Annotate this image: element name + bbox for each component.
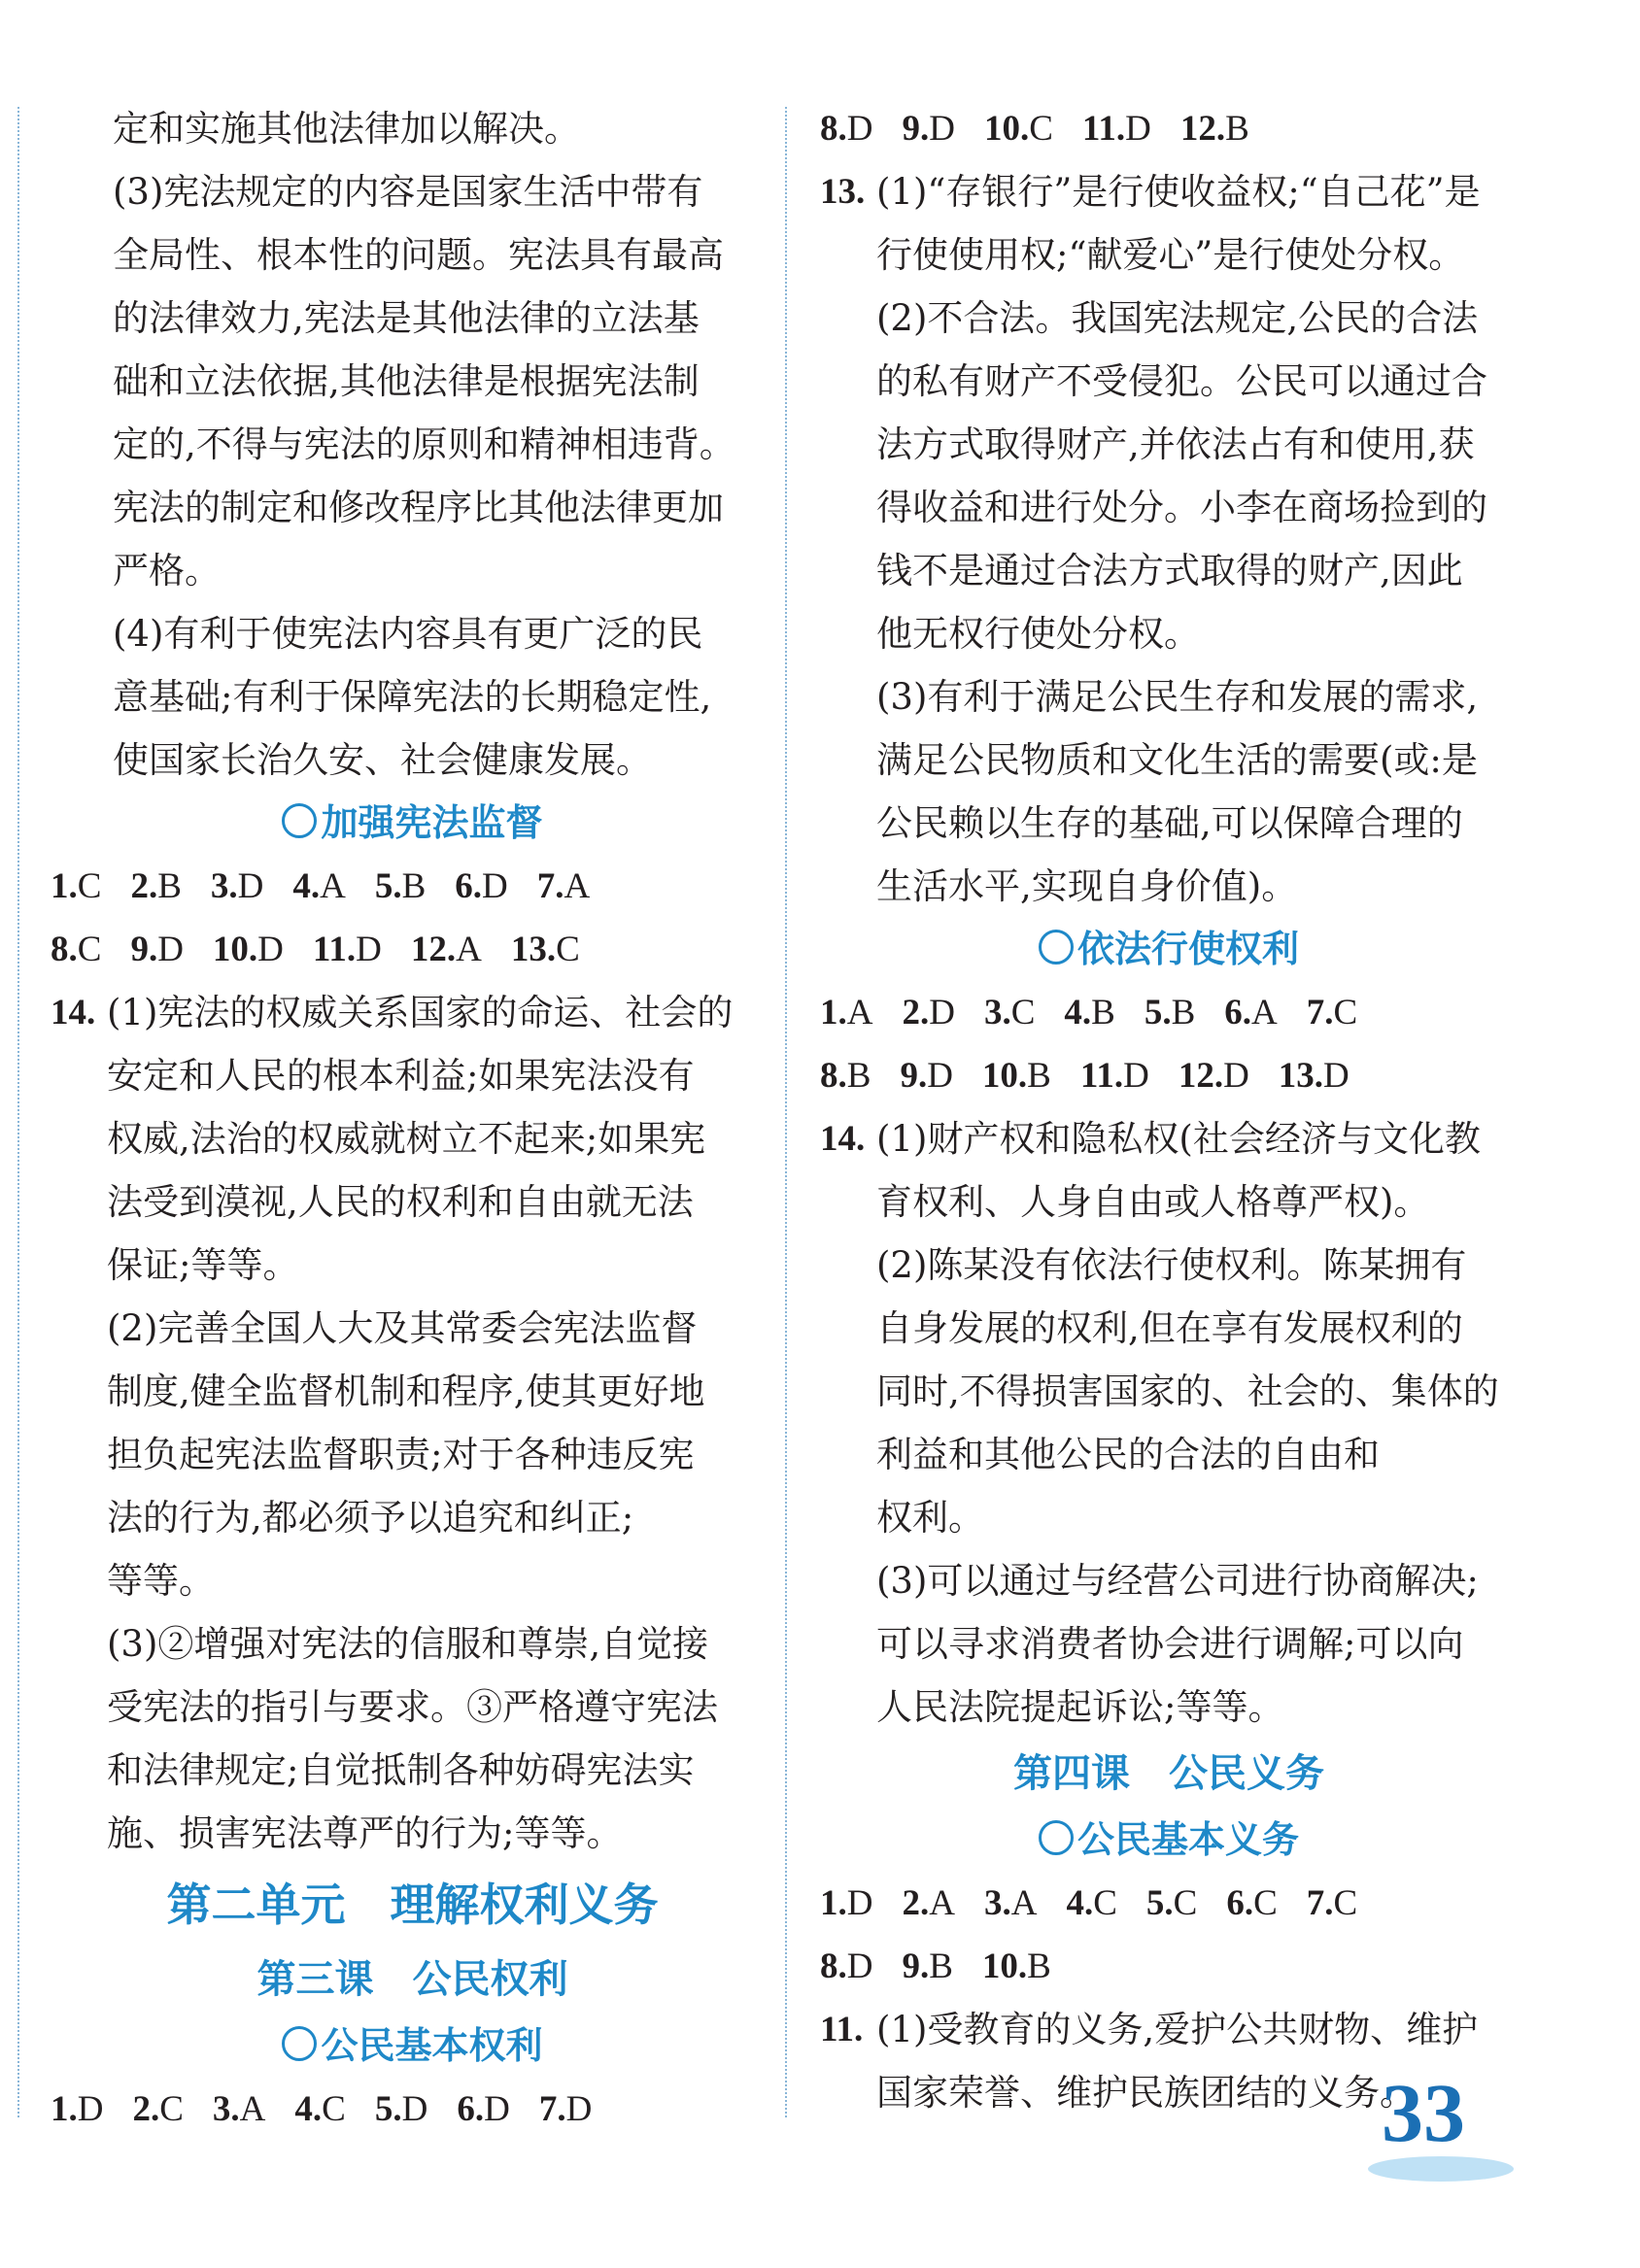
- text-line: 钱不是通过合法方式取得的财产,因此: [876, 550, 1463, 592]
- text-line: 宪法的制定和修改程序比其他法律更加: [113, 487, 724, 528]
- answer-item: [1179, 1044, 1249, 1107]
- answer-number: 13.: [510, 930, 557, 969]
- answer-letter: D: [1123, 1056, 1149, 1096]
- text-line: 公民赖以生存的基础,可以保障合理的: [876, 802, 1463, 844]
- answer-item: [411, 918, 482, 981]
- answer-letter: D: [927, 1056, 953, 1096]
- answer-item: [375, 2078, 427, 2141]
- answer-part-1: [876, 160, 1518, 287]
- text-line: 施、损害宪法尊严的行为;等等。: [107, 1812, 623, 1854]
- text-line: 的法律效力,宪法是其他法律的立法基: [113, 297, 700, 339]
- answer-part-2: [876, 1234, 1518, 1549]
- answer-item: [375, 855, 426, 918]
- answer-letter: D: [157, 930, 184, 969]
- text-line: 行使使用权;“献爱心”是行使处分权。: [876, 234, 1465, 276]
- text-line: (1)财产权和隐私权(社会经济与文化教: [876, 1118, 1481, 1160]
- lesson-title: 第四课 公民义务: [1013, 1751, 1324, 1796]
- answer-number: 5.: [1144, 993, 1172, 1032]
- text-line: 育权利、人身自由或人格尊严权)。: [876, 1181, 1430, 1223]
- answer-letter: D: [257, 930, 284, 969]
- answer-letter: B: [1027, 1946, 1051, 1986]
- answer-item: [984, 1872, 1037, 1935]
- answer-number: 8.: [820, 1946, 847, 1986]
- text-line: (1)“存银行”是行使收益权;“自己花”是: [876, 171, 1481, 213]
- answer-number: 2.: [132, 2089, 160, 2129]
- answer-row: [51, 2078, 774, 2141]
- answer-item: [539, 2078, 592, 2141]
- answer-number: 4.: [1064, 993, 1092, 1032]
- answer-letter: B: [1225, 109, 1249, 149]
- answer-item: [900, 1044, 952, 1107]
- answer-number: 1.: [820, 993, 847, 1032]
- answer-letter: D: [565, 2089, 593, 2129]
- text-line: 权威,法治的权威就树立不起来;如果宪: [107, 1118, 706, 1160]
- answer-number: 1.: [820, 1883, 847, 1923]
- answer-number: 9.: [902, 109, 930, 149]
- answer-item: [1066, 1872, 1116, 1935]
- answer-item: [294, 2078, 345, 2141]
- question-13: [820, 160, 1518, 918]
- answer-number: 2.: [902, 1883, 930, 1923]
- answer-item: [1226, 1872, 1277, 1935]
- question-number: 13.: [820, 172, 866, 212]
- answer-item: [213, 2078, 265, 2141]
- answer-letter: C: [1173, 1883, 1198, 1923]
- answer-letter: D: [846, 1946, 873, 1986]
- answer-item: [132, 2078, 183, 2141]
- answer-item: [51, 918, 101, 981]
- answer-row: [820, 1044, 1518, 1107]
- answer-letter: D: [1125, 109, 1151, 149]
- answer-letter: C: [77, 866, 102, 906]
- text-line: 等等。: [107, 1560, 215, 1602]
- answer-item: [984, 981, 1035, 1044]
- text-line: 制度,健全监督机制和程序,使其更好地: [107, 1371, 705, 1412]
- answer-number: 9.: [900, 1056, 928, 1096]
- answer-number: 7.: [1306, 1883, 1334, 1923]
- text-line: 受宪法的指引与要求。③严格遵守宪法: [107, 1686, 718, 1728]
- section-heading-exercise-rights: 依法行使权利: [820, 918, 1518, 981]
- text-line: 础和立法依据,其他法律是根据宪法制: [113, 360, 700, 402]
- answer-number: 2.: [902, 993, 930, 1032]
- answer-part-1: [107, 981, 774, 1297]
- answer-item: [1279, 1044, 1350, 1107]
- answer-number: 4.: [292, 866, 321, 906]
- question-number: 11.: [820, 2010, 864, 2049]
- text-line: (2)不合法。我国宪法规定,公民的合法: [876, 297, 1479, 339]
- text-line: (2)陈某没有依法行使权利。陈某拥有: [876, 1244, 1467, 1286]
- answer-item: [455, 855, 507, 918]
- answer-number: 11.: [312, 930, 357, 969]
- lesson-title: 第三课 公民权利: [256, 1957, 568, 2002]
- answer-number: 8.: [820, 109, 847, 149]
- answer-item: [511, 918, 580, 981]
- text-line: 严格。: [113, 550, 221, 592]
- answer-item: [902, 1872, 954, 1935]
- answer-letter: C: [556, 930, 580, 969]
- answer-item: [820, 1872, 872, 1935]
- question-14: [820, 1107, 1518, 1739]
- text-line: (3)可以通过与经营公司进行协商解决;: [876, 1560, 1479, 1602]
- answer-item: [51, 855, 101, 918]
- answer-number: 13.: [1278, 1056, 1324, 1096]
- answer-letter: C: [1333, 1883, 1358, 1923]
- answer-item: [457, 2078, 509, 2141]
- answer-number: 10.: [983, 109, 1030, 149]
- text-line: 满足公民物质和文化生活的需要(或:是: [876, 739, 1478, 781]
- answer-letter: D: [482, 866, 508, 906]
- answer-item: [902, 97, 954, 160]
- text-line: 可以寻求消费者协会进行调解;可以向: [876, 1623, 1464, 1665]
- answer-item: [211, 855, 263, 918]
- circle-bullet-icon: [282, 803, 317, 838]
- answer-item: [1082, 97, 1151, 160]
- unit-title: 第二单元 理解权利义务: [166, 1879, 659, 1931]
- answer-number: 10.: [981, 1946, 1028, 1986]
- answer-number: 4.: [1066, 1883, 1094, 1923]
- answer-item: [902, 1935, 952, 1998]
- answer-letter: C: [159, 2089, 184, 2129]
- circle-bullet-icon: [1039, 930, 1074, 965]
- answer-item: [984, 97, 1053, 160]
- answer-letter: D: [237, 866, 264, 906]
- text-line: 国家荣誉、维护民族团结的义务。: [876, 2072, 1416, 2114]
- question-number: 14.: [820, 1119, 866, 1159]
- text-line: 他无权行使处分权。: [876, 613, 1200, 655]
- section-heading-basic-rights: 公民基本权利: [51, 2014, 774, 2078]
- text-line: 保证;等等。: [107, 1244, 299, 1286]
- answer-letter: B: [929, 1946, 953, 1986]
- answer-number: 10.: [212, 930, 258, 969]
- circle-bullet-icon: [1039, 1820, 1074, 1855]
- question-body: [876, 1107, 1518, 1739]
- question-14: [51, 981, 774, 1865]
- answer-number: 6.: [457, 2089, 485, 2129]
- answer-item: [313, 918, 382, 981]
- answer-letter: D: [356, 930, 382, 969]
- answer-item: [1307, 981, 1357, 1044]
- answer-number: 7.: [536, 866, 564, 906]
- text-line: 人民法院提起诉讼;等等。: [876, 1686, 1284, 1728]
- answer-row: [51, 918, 774, 981]
- answer-letter: C: [1253, 1883, 1278, 1923]
- answer-letter: C: [322, 2089, 346, 2129]
- text-line: (1)宪法的权威关系国家的命运、社会的: [107, 992, 734, 1033]
- answer-letter: A: [1010, 1883, 1038, 1923]
- circle-bullet-icon: [282, 2026, 317, 2061]
- answer-letter: A: [564, 866, 591, 906]
- text-line: 使国家长治久安、社会健康发展。: [113, 739, 652, 781]
- answer-item: [1064, 981, 1114, 1044]
- answer-letter: D: [77, 2089, 104, 2129]
- answer-number: 1.: [51, 866, 78, 906]
- answer-letter: D: [846, 109, 873, 149]
- answer-item: [213, 918, 284, 981]
- text-line: 生活水平,实现自身价值)。: [876, 865, 1298, 907]
- answer-number: 5.: [374, 866, 402, 906]
- answer-item: [982, 1044, 1051, 1107]
- text-line: 自身发展的权利,但在享有发展权利的: [876, 1307, 1463, 1349]
- answer-number: 9.: [902, 1946, 930, 1986]
- answer-letter: C: [77, 930, 102, 969]
- column-divider: [785, 107, 787, 2117]
- answer-letter: B: [401, 866, 427, 906]
- answer-letter: D: [1223, 1056, 1249, 1096]
- paragraph-3: [51, 160, 774, 602]
- right-column: [820, 97, 1518, 2124]
- answer-letter: C: [1333, 993, 1358, 1032]
- answer-number: 2.: [130, 866, 158, 906]
- text-line: (3)②增强对宪法的信服和尊崇,自觉接: [107, 1623, 709, 1665]
- answer-item: [820, 97, 872, 160]
- answer-part-2: [876, 287, 1518, 665]
- answer-letter: A: [320, 866, 346, 906]
- text-line: 安定和人民的根本利益;如果宪法没有: [107, 1055, 695, 1097]
- answer-item: [1180, 97, 1249, 160]
- answer-number: 10.: [981, 1056, 1028, 1096]
- text-line: (1)受教育的义务,爱护公共财物、维护: [876, 2009, 1479, 2050]
- answer-part-1: [876, 1107, 1518, 1234]
- text-line: 定的,不得与宪法的原则和精神相违背。: [113, 423, 735, 465]
- answer-number: 12.: [1178, 1056, 1224, 1096]
- answer-item: [1307, 1872, 1357, 1935]
- answer-number: 6.: [1226, 1883, 1254, 1923]
- answer-letter: A: [456, 930, 482, 969]
- answer-letter: D: [929, 993, 955, 1032]
- answer-item: [820, 1935, 872, 1998]
- answer-letter: B: [846, 1056, 871, 1096]
- paragraph-4: [51, 602, 774, 792]
- answer-number: 11.: [1079, 1056, 1124, 1096]
- answer-number: 9.: [130, 930, 158, 969]
- text-line: 法受到漠视,人民的权利和自由就无法: [107, 1181, 694, 1223]
- answer-number: 5.: [374, 2089, 402, 2129]
- answer-number: 12.: [1179, 109, 1226, 149]
- answer-item: [130, 855, 181, 918]
- text-line: 法的行为,都必须予以追究和纠正;: [107, 1497, 634, 1539]
- section-heading-constitution-supervision: 加强宪法监督: [51, 792, 774, 855]
- answer-number: 8.: [51, 930, 78, 969]
- text-line: 的私有财产不受侵犯。公民可以通过合: [876, 360, 1487, 402]
- answer-number: 3.: [210, 866, 238, 906]
- left-column: [51, 97, 774, 2141]
- answer-row: [820, 981, 1518, 1044]
- answer-number: 8.: [820, 1056, 847, 1096]
- section-heading-basic-duties: 公民基本义务: [820, 1809, 1518, 1872]
- answer-part-3: [876, 665, 1518, 918]
- answer-number: 6.: [1224, 993, 1252, 1032]
- answer-letter: B: [157, 866, 182, 906]
- answer-letter: A: [1251, 993, 1278, 1032]
- answer-letter: A: [929, 1883, 955, 1923]
- answer-letter: C: [1093, 1883, 1117, 1923]
- answer-number: 7.: [538, 2089, 566, 2129]
- text-line: 得收益和进行处分。小李在商场捡到的: [876, 487, 1487, 528]
- answer-row: [820, 97, 1518, 160]
- answer-part-3: [107, 1612, 774, 1865]
- answer-number: 4.: [294, 2089, 323, 2129]
- answer-letter: D: [846, 1883, 873, 1923]
- answer-letter: D: [401, 2089, 428, 2129]
- answer-item: [130, 918, 183, 981]
- answer-letter: D: [1323, 1056, 1350, 1096]
- answer-item: [292, 855, 345, 918]
- page-number: 33: [1382, 2066, 1465, 2159]
- answer-item: [1224, 981, 1277, 1044]
- answer-item: [1146, 1872, 1197, 1935]
- answer-item: [902, 981, 954, 1044]
- answer-letter: B: [1091, 993, 1115, 1032]
- left-margin-line: [17, 107, 19, 2117]
- answer-letter: C: [1029, 109, 1053, 149]
- answer-number: 12.: [410, 930, 457, 969]
- answer-item: [982, 1935, 1051, 1998]
- answer-item: [51, 2078, 103, 2141]
- text-line: 法方式取得财产,并依法占有和使用,获: [876, 423, 1475, 465]
- answer-number: 1.: [51, 2089, 78, 2129]
- text-line: 和法律规定;自觉抵制各种妨碍宪法实: [107, 1749, 695, 1791]
- answer-number: 11.: [1081, 109, 1126, 149]
- answer-number: 5.: [1145, 1883, 1174, 1923]
- answer-row: [820, 1935, 1518, 1998]
- text-line: (2)完善全国人大及其常委会宪法监督: [107, 1307, 698, 1349]
- text-line: 定和实施其他法律加以解决。: [113, 108, 580, 150]
- question-number: 14.: [51, 993, 96, 1032]
- question-body: [876, 160, 1518, 918]
- answer-row: [820, 1872, 1518, 1935]
- answer-letter: D: [929, 109, 955, 149]
- text-line: (3)有利于满足公民生存和发展的需求,: [876, 676, 1479, 718]
- text-line: 同时,不得损害国家的、社会的、集体的: [876, 1371, 1499, 1412]
- answer-part-3: [876, 1549, 1518, 1739]
- text-line: 担负起宪法监督职责;对于各种违反宪: [107, 1434, 695, 1475]
- answer-part-2: [107, 1297, 774, 1612]
- answer-number: 6.: [455, 866, 483, 906]
- answer-item: [820, 1044, 871, 1107]
- text-line: 全局性、根本性的问题。宪法具有最高: [113, 234, 724, 276]
- question-body: [107, 981, 774, 1865]
- answer-letter: C: [1010, 993, 1036, 1032]
- text-line: (4)有利于使宪法内容具有更广泛的民: [113, 613, 703, 655]
- answer-number: 3.: [983, 993, 1011, 1032]
- answer-number: 3.: [212, 2089, 240, 2129]
- answer-number: 7.: [1306, 993, 1334, 1032]
- answer-item: [1145, 981, 1195, 1044]
- text-line: 权利。: [876, 1497, 984, 1539]
- answer-letter: D: [484, 2089, 510, 2129]
- answer-item: [1080, 1044, 1149, 1107]
- answer-number: 3.: [983, 1883, 1011, 1923]
- answer-letter: B: [1171, 993, 1196, 1032]
- answer-item: [537, 855, 590, 918]
- answer-item: [820, 981, 872, 1044]
- text-line: 利益和其他公民的合法的自由和: [876, 1434, 1380, 1475]
- answer-letter: A: [239, 2089, 266, 2129]
- text-line: 意基础;有利于保障宪法的长期稳定性,: [113, 676, 712, 718]
- answer-letter: B: [1027, 1056, 1051, 1096]
- text-line: (3)宪法规定的内容是国家生活中带有: [113, 171, 703, 213]
- answer-letter: A: [846, 993, 873, 1032]
- answer-row: [51, 855, 774, 918]
